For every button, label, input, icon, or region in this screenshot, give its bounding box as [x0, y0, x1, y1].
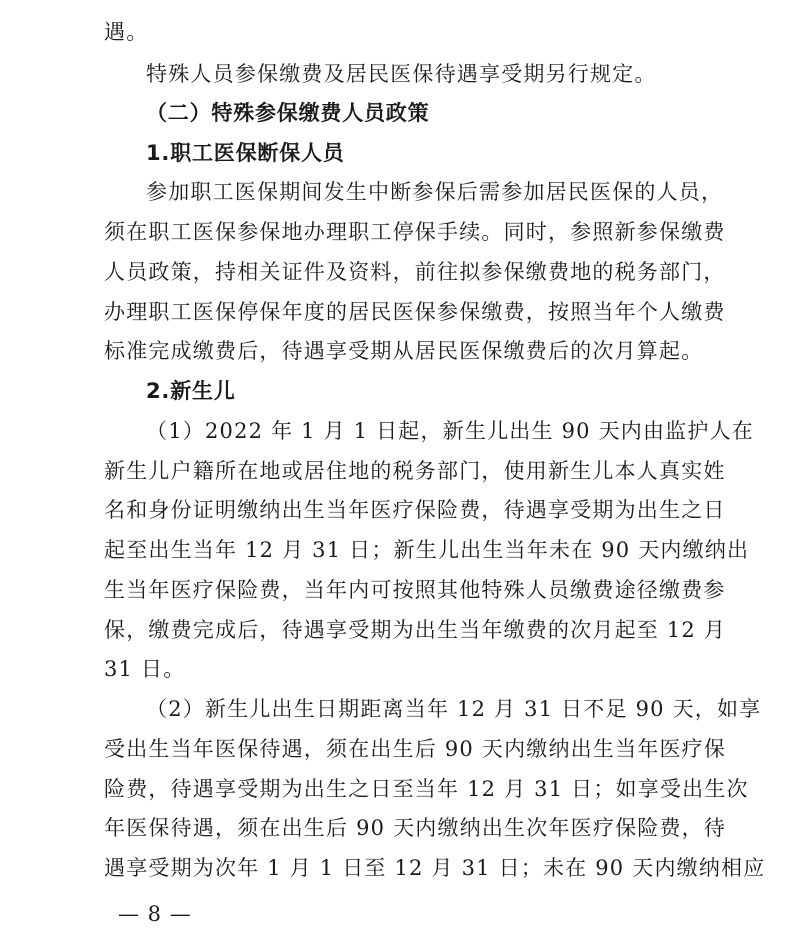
- page-number: — 8 —: [118, 902, 192, 926]
- subsection-heading: 1.职工医保断保人员: [146, 141, 345, 165]
- paragraph-line: 名和身份证明缴纳出生当年医疗保险费，待遇享受期为出生之日: [104, 498, 726, 522]
- paragraph-line: 须在职工医保参保地办理职工停保手续。同时，参照新参保缴费: [104, 220, 726, 244]
- section-heading: （二）特殊参保缴费人员政策: [146, 101, 430, 125]
- paragraph-line: 保，缴费完成后，待遇享受期为出生当年缴费的次月起至 12 月: [104, 618, 727, 642]
- paragraph-line: 险费，待遇享受期为出生之日至当年 12 月 31 日；如享受出生次: [104, 777, 749, 801]
- paragraph-line: （1）2022 年 1 月 1 日起，新生儿出生 90 天内由监护人在: [146, 419, 754, 443]
- paragraph-line: 生当年医疗保险费，当年内可按照其他特殊人员缴费途径缴费参: [104, 578, 726, 602]
- paragraph-line: （2）新生儿出生日期距离当年 12 月 31 日不足 90 天，如享: [146, 697, 762, 721]
- paragraph-line: 31 日。: [104, 657, 186, 681]
- paragraph-line: 参加职工医保期间发生中断参保后需参加居民医保的人员，: [146, 180, 724, 204]
- paragraph-line: 标准完成缴费后，待遇享受期从居民医保缴费后的次月算起。: [104, 339, 704, 363]
- subsection-heading: 2.新生儿: [146, 379, 236, 403]
- paragraph-line: 遇。: [104, 20, 149, 44]
- paragraph-line: 人员政策，持相关证件及资料，前往拟参保缴费地的税务部门，: [104, 260, 726, 284]
- paragraph-line: 年医保待遇，须在出生后 90 天内缴纳出生次年医疗保险费，待: [104, 816, 727, 840]
- paragraph-line: 受出生当年医保待遇，须在出生后 90 天内缴纳出生当年医疗保: [104, 737, 727, 761]
- paragraph-line: 遇享受期为次年 1 月 1 日至 12 月 31 日；未在 90 天内缴纳相应: [104, 856, 766, 880]
- paragraph-line: 特殊人员参保缴费及居民医保待遇享受期另行规定。: [146, 62, 657, 86]
- paragraph-line: 起至出生当年 12 月 31 日；新生儿出生当年未在 90 天内缴纳出: [104, 538, 750, 562]
- paragraph-line: 办理职工医保停保年度的居民医保参保缴费，按照当年个人缴费: [104, 300, 726, 324]
- paragraph-line: 新生儿户籍所在地或居住地的税务部门，使用新生儿本人真实姓: [104, 459, 726, 483]
